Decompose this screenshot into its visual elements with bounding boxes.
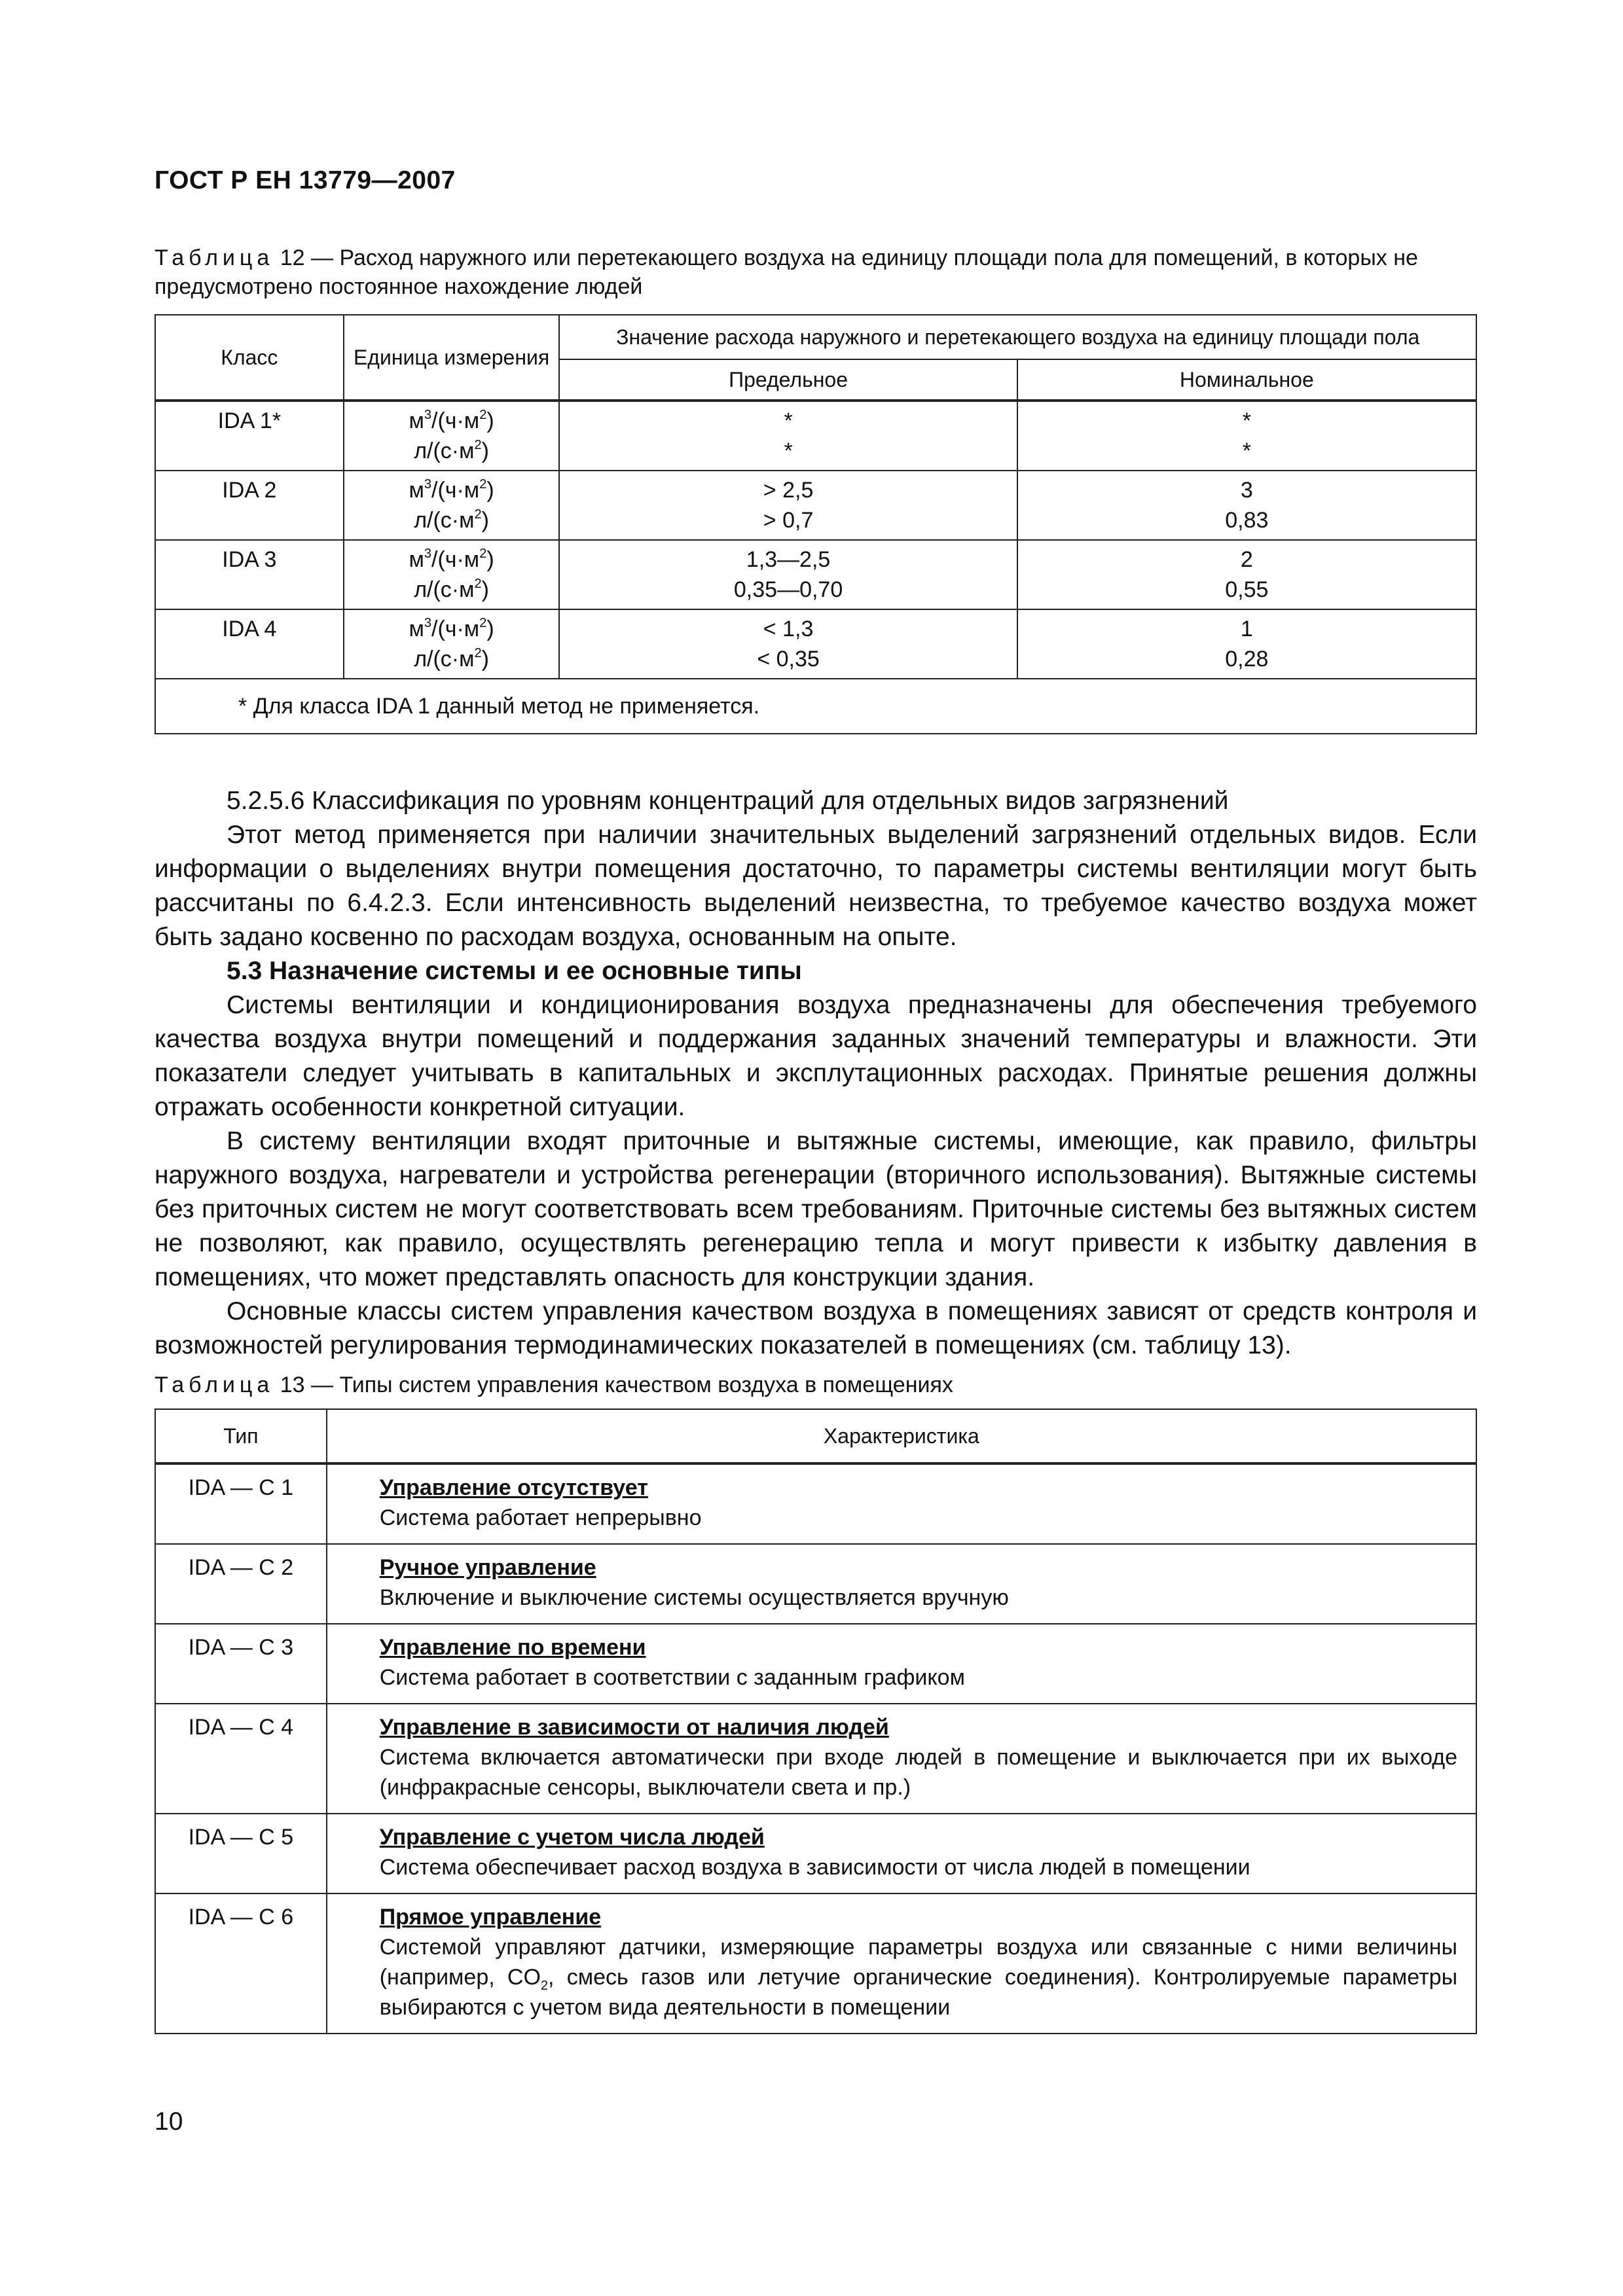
col-unit-header: Единица измерения xyxy=(344,315,560,401)
document-header: ГОСТ Р ЕН 13779—2007 xyxy=(155,166,456,194)
control-type-title: Управление в зависимости от наличия людей xyxy=(379,1715,889,1740)
limit-cell: > 2,5 > 0,7 xyxy=(559,471,1017,540)
paragraph: Этот метод применяется при наличии значительных выделений загрязнений отдельных видов. Если информации о выделениях внутри помещения достаточно, то параметры системы вентиляции могут быть рассчитаны по 6.4.2.3. Если интенсивность выделений неизвестна, то требуемое качество воздуха может быть задано косвенно по расходам воздуха, основанным на опыте. xyxy=(155,821,1477,951)
paragraph: В систему вентиляции входят приточные и вытяжные системы, имеющие, как правило, фильтры наружного воздуха, нагреватели и устройства регенерации (вторичного использования). Вытяжные системы без приточных систем не могут соответствовать всем требованиям. Приточные системы без вытяжных систем не позволяют, как правило, осуществлять регенерацию тепла и могут привести к избытку давления в помещениях, что может представлять опасность для конструкции здания. xyxy=(155,1127,1477,1291)
description-cell xyxy=(327,1814,1476,1893)
col-value-header: Значение расхода наружного и перетекающего воздуха на единицу площади пола xyxy=(559,315,1476,359)
description-cell xyxy=(327,1893,1476,2034)
paragraph: Основные классы систем управления качеством воздуха в помещениях зависят от средств контроля и возможностей регулирования термодинамических показателей в помещениях (см. таблицу 13). xyxy=(155,1297,1477,1359)
unit-cell: $м^3/(ч\cdot м^2)$ $л/(с\cdot м^2)$ xyxy=(344,471,560,540)
table-row xyxy=(155,1704,1476,1814)
table-row xyxy=(155,1624,1476,1704)
table12-caption-label: Таблица xyxy=(155,245,274,270)
control-type-text: Система работает непрерывно xyxy=(379,1505,702,1530)
table13-caption xyxy=(155,1371,1470,1399)
description-cell xyxy=(327,1704,1476,1814)
nominal-cell: 2 0,55 xyxy=(1017,540,1476,609)
control-type-title: Ручное управление xyxy=(379,1555,596,1580)
table-note-row xyxy=(155,679,1476,734)
table12-caption xyxy=(155,243,1470,301)
limit-cell: * * xyxy=(559,401,1017,471)
control-type-text: Система включается автоматически при входе людей в помещение и выключается при их выходе (инфракрасные сенсоры, выключатели света и пр.) xyxy=(379,1745,1457,1800)
nominal-cell: 3 0,83 xyxy=(1017,471,1476,540)
paragraph: Системы вентиляции и кондиционирования воздуха предназначены для обеспечения требуемого качества воздуха внутри помещений и поддержания заданных значений температуры и влажности. Эти показатели следует учитывать в капитальных и эксплутационных расходах. Принятые решения должны отражать особенности конкретной ситуации. xyxy=(155,991,1477,1121)
table-row xyxy=(155,540,1476,609)
table-row xyxy=(155,1814,1476,1893)
table-row xyxy=(155,401,1476,471)
description-cell xyxy=(327,1463,1476,1544)
col-class-header: Класс xyxy=(155,315,344,401)
body-text xyxy=(155,784,1477,1363)
table-12 xyxy=(155,314,1477,734)
table-row xyxy=(155,1893,1476,2034)
table13-caption-label: Таблица xyxy=(155,1372,274,1397)
type-cell: IDA — C 4 xyxy=(155,1704,327,1814)
class-cell: IDA 4 xyxy=(155,609,344,679)
class-cell: IDA 1* xyxy=(155,401,344,471)
unit-cell: $м^3/(ч\cdot м^2)$ $л/(с\cdot м^2)$ xyxy=(344,540,560,609)
description-cell xyxy=(327,1544,1476,1624)
unit-cell: $м^3/(ч\cdot м^2)$ $л/(с\cdot м^2)$ xyxy=(344,401,560,471)
limit-cell: 1,3—2,5 0,35—0,70 xyxy=(559,540,1017,609)
control-type-text: Включение и выключение системы осуществляется вручную xyxy=(379,1585,1009,1610)
section-5-3-heading: 5.3 Назначение системы и ее основные типы xyxy=(227,957,802,985)
control-type-text: Системой управляют датчики, измеряющие параметры воздуха или связанные с ними величины (например, $CO_2$, смесь газов или летучие органические соединения). Контролируемые параметры выбираются с учетом вида деятельности в помещении xyxy=(379,1935,1458,2020)
col-char-header: Характеристика xyxy=(327,1409,1476,1463)
control-type-text: Система обеспечивает расход воздуха в зависимости от числа людей в помещении xyxy=(379,1855,1250,1880)
limit-cell: < 1,3 < 0,35 xyxy=(559,609,1017,679)
type-cell: IDA — C 2 xyxy=(155,1544,327,1624)
control-type-text: Система работает в соответствии с заданным графиком xyxy=(379,1665,965,1690)
table-13 xyxy=(155,1408,1477,2034)
col-nominal-header: Номинальное xyxy=(1017,359,1476,401)
type-cell: IDA — C 1 xyxy=(155,1463,327,1544)
table-note: * Для класса IDA 1 данный метод не применяется. xyxy=(155,679,1476,734)
control-type-title: Прямое управление xyxy=(379,1905,602,1929)
class-cell: IDA 2 xyxy=(155,471,344,540)
type-cell: IDA — C 3 xyxy=(155,1624,327,1704)
col-type-header: Тип xyxy=(155,1409,327,1463)
table13-caption-text: 13 — Типы систем управления качеством воздуха в помещениях xyxy=(280,1372,953,1397)
type-cell: IDA — C 5 xyxy=(155,1814,327,1893)
control-type-title: Управление по времени xyxy=(379,1635,646,1660)
page-number: 10 xyxy=(155,2108,183,2136)
class-cell: IDA 3 xyxy=(155,540,344,609)
type-cell: IDA — C 6 xyxy=(155,1893,327,2034)
table-row xyxy=(155,609,1476,679)
control-type-title: Управление с учетом числа людей xyxy=(379,1825,765,1850)
table-row xyxy=(155,1463,1476,1544)
table-row xyxy=(155,1544,1476,1624)
description-cell xyxy=(327,1624,1476,1704)
col-limit-header: Предельное xyxy=(559,359,1017,401)
nominal-cell: 1 0,28 xyxy=(1017,609,1476,679)
table12-caption-text: 12 — Расход наружного или перетекающего воздуха на единицу площади пола для помещений, в которых не предусмотрено постоянное нахождение людей xyxy=(155,245,1418,299)
unit-cell: $м^3/(ч\cdot м^2)$ $л/(с\cdot м^2)$ xyxy=(344,609,560,679)
table-row xyxy=(155,471,1476,540)
section-5-2-5-6-title: 5.2.5.6 Классификация по уровням концентраций для отдельных видов загрязнений xyxy=(227,787,1229,815)
nominal-cell: * * xyxy=(1017,401,1476,471)
control-type-title: Управление отсутствует xyxy=(379,1475,648,1500)
